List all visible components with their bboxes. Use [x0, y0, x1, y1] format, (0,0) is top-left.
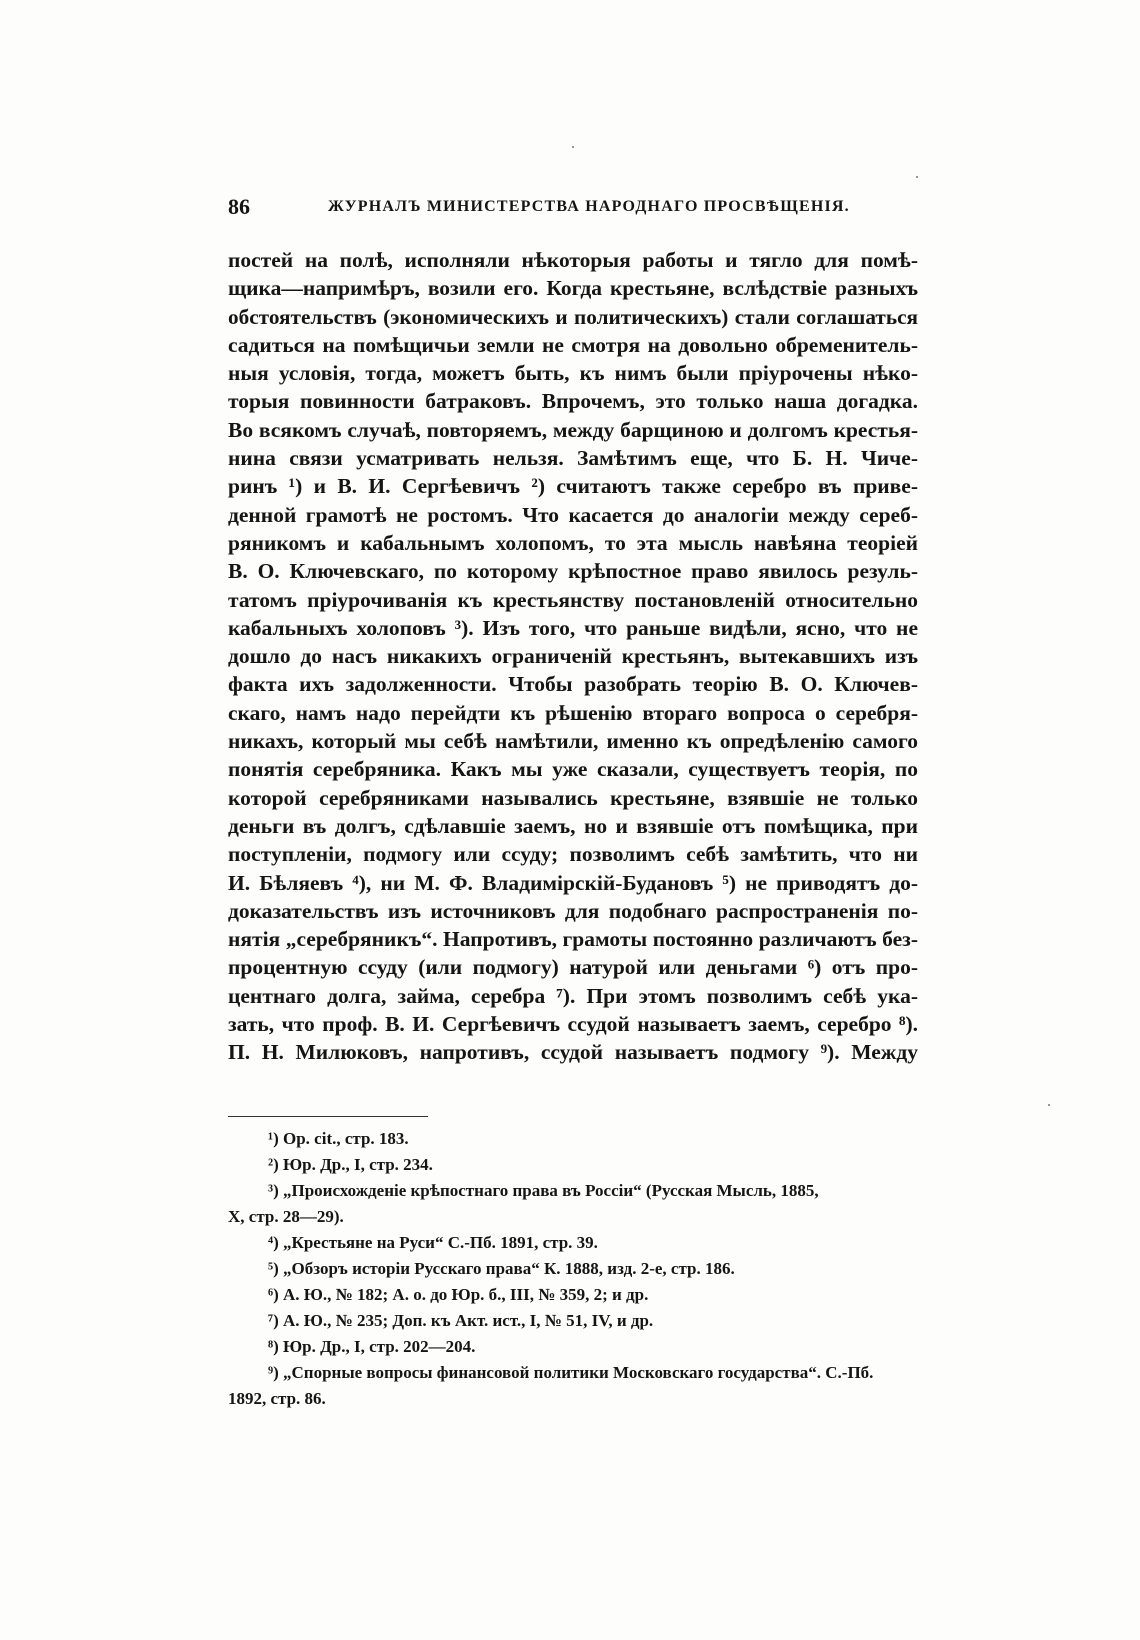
- footnote-1: ¹) Op. cit., стр. 183.: [268, 1129, 409, 1148]
- text-line: нина связи усматривать нельзя. Замѣтимъ еще, что Б. Н. Чиче-: [228, 446, 918, 471]
- footnote-8: ⁸) Юр. Др., I, стр. 202—204.: [268, 1337, 476, 1356]
- scan-speck: [1048, 1104, 1050, 1106]
- text-line: В. О. Ключевскаго, по которому крѣпостное право явилось резуль-: [228, 559, 918, 584]
- text-line: И. Бѣляевъ ⁴), ни М. Ф. Владимірскій-Будановъ ⁵) не приводятъ до-: [228, 870, 918, 895]
- text-line: скаго, намъ надо перейдти къ рѣшенію втораго вопроса о серебря-: [228, 700, 918, 725]
- text-line: ринъ ¹) и В. И. Сергѣевичъ ²) считаютъ также серебро въ приве-: [228, 474, 918, 499]
- text-line: Во всякомъ случаѣ, повторяемъ, между барщиною и долгомъ крестья-: [228, 417, 918, 442]
- footnote-rule: [228, 1116, 428, 1117]
- text-line: никахъ, который мы себѣ намѣтили, именно къ опредѣленію самого: [228, 729, 918, 754]
- text-line: ныя условія, тогда, можетъ быть, къ нимъ были пріурочены нѣко-: [228, 361, 918, 386]
- text-line: ряникомъ и кабальнымъ холопомъ, то эта мысль навѣяна теоріей: [228, 530, 918, 555]
- text-line: кабальныхъ холоповъ ³). Изъ того, что раньше видѣли, ясно, что не: [228, 615, 918, 640]
- page-header: [228, 194, 918, 224]
- text-line: доказательствъ изъ источниковъ для подобнаго распространенія по-: [228, 898, 918, 923]
- text-line: зать, что проф. В. И. Сергѣевичъ ссудой называетъ заемъ, серебро ⁸).: [228, 1012, 918, 1037]
- footnote-7: ⁷) А. Ю., № 235; Доп. къ Акт. ист., I, № 51, IV, и др.: [268, 1311, 654, 1330]
- text-line: постей на полѣ, исполняли нѣкоторыя работы и тягло для помѣ-: [228, 248, 918, 272]
- text-line: обстоятельствъ (экономическихъ и политическихъ) стали соглашаться: [228, 304, 918, 329]
- footnote-3-continuation: X, стр. 28—29).: [228, 1207, 344, 1226]
- text-line: центнаго долга, займа, серебра ⁷). При этомъ позволимъ себѣ ука-: [228, 983, 918, 1008]
- footnote-3: ³) „Происхожденіе крѣпостнаго права въ Россіи“ (Русская Мысль, 1885,: [268, 1181, 819, 1200]
- footnote-4: ⁴) „Крестьяне на Руси“ С.-Пб. 1891, стр. 39.: [268, 1233, 598, 1252]
- text-line: денной грамотѣ не ростомъ. Что касается до аналогіи между сереб-: [228, 502, 918, 527]
- text-line: П. Н. Милюковъ, напротивъ, ссудой называетъ подмогу ⁹). Между: [228, 1040, 918, 1065]
- text-line: нятія „серебряникъ“. Напротивъ, грамоты постоянно различаютъ без-: [228, 927, 918, 952]
- text-line: поступленіи, подмогу или ссуду; позволимъ себѣ замѣтить, что ни: [228, 842, 918, 867]
- running-title: ЖУРНАЛЪ МИНИСТЕРСТВА НАРОДНАГО ПРОСВѢЩЕНІЯ.: [328, 198, 850, 215]
- footnotes: [228, 1126, 918, 1412]
- text-line: понятія серебряника. Какъ мы уже сказали, существуетъ теорія, по: [228, 757, 918, 782]
- text-line: деньги въ долгъ, сдѣлавшіе заемъ, но и взявшіе отъ помѣщика, при: [228, 813, 918, 838]
- page-number: 86: [228, 194, 250, 219]
- text-line: процентную ссуду (или подмогу) натурой или деньгами ⁶) отъ про-: [228, 955, 918, 980]
- text-line: садиться на помѣщичьи земли не смотря на довольно обременитель-: [228, 332, 918, 357]
- footnote-9: ⁹) „Спорные вопросы финансовой политики Московскаго государства“. С.-Пб.: [268, 1363, 874, 1382]
- text-line: татомъ пріурочиванія къ крестьянству постановленій относительно: [228, 587, 918, 612]
- scan-speck: [916, 176, 918, 178]
- footnote-5: ⁵) „Обзоръ исторіи Русскаго права“ К. 1888, изд. 2-е, стр. 186.: [268, 1259, 735, 1278]
- text-line: щика—напримѣръ, возили его. Когда крестьяне, вслѣдствіе разныхъ: [228, 276, 918, 301]
- body-text: [228, 246, 918, 1067]
- text-line: дошло до насъ никакихъ ограниченій крестьянъ, вытекавшихъ изъ: [228, 644, 918, 669]
- scan-speck: [572, 146, 574, 148]
- text-line: которой серебряниками назывались крестьяне, взявшіе не только: [228, 785, 918, 810]
- text-line: торыя повинности батраковъ. Впрочемъ, это только наша догадка.: [228, 389, 918, 414]
- footnote-6: ⁶) А. Ю., № 182; А. о. до Юр. б., III, № 359, 2; и др.: [268, 1285, 649, 1304]
- text-line: факта ихъ задолженности. Чтобы разобрать теорію В. О. Ключев-: [228, 672, 918, 697]
- footnote-2: ²) Юр. Др., I, стр. 234.: [268, 1155, 433, 1174]
- footnote-9-continuation: 1892, стр. 86.: [228, 1389, 326, 1408]
